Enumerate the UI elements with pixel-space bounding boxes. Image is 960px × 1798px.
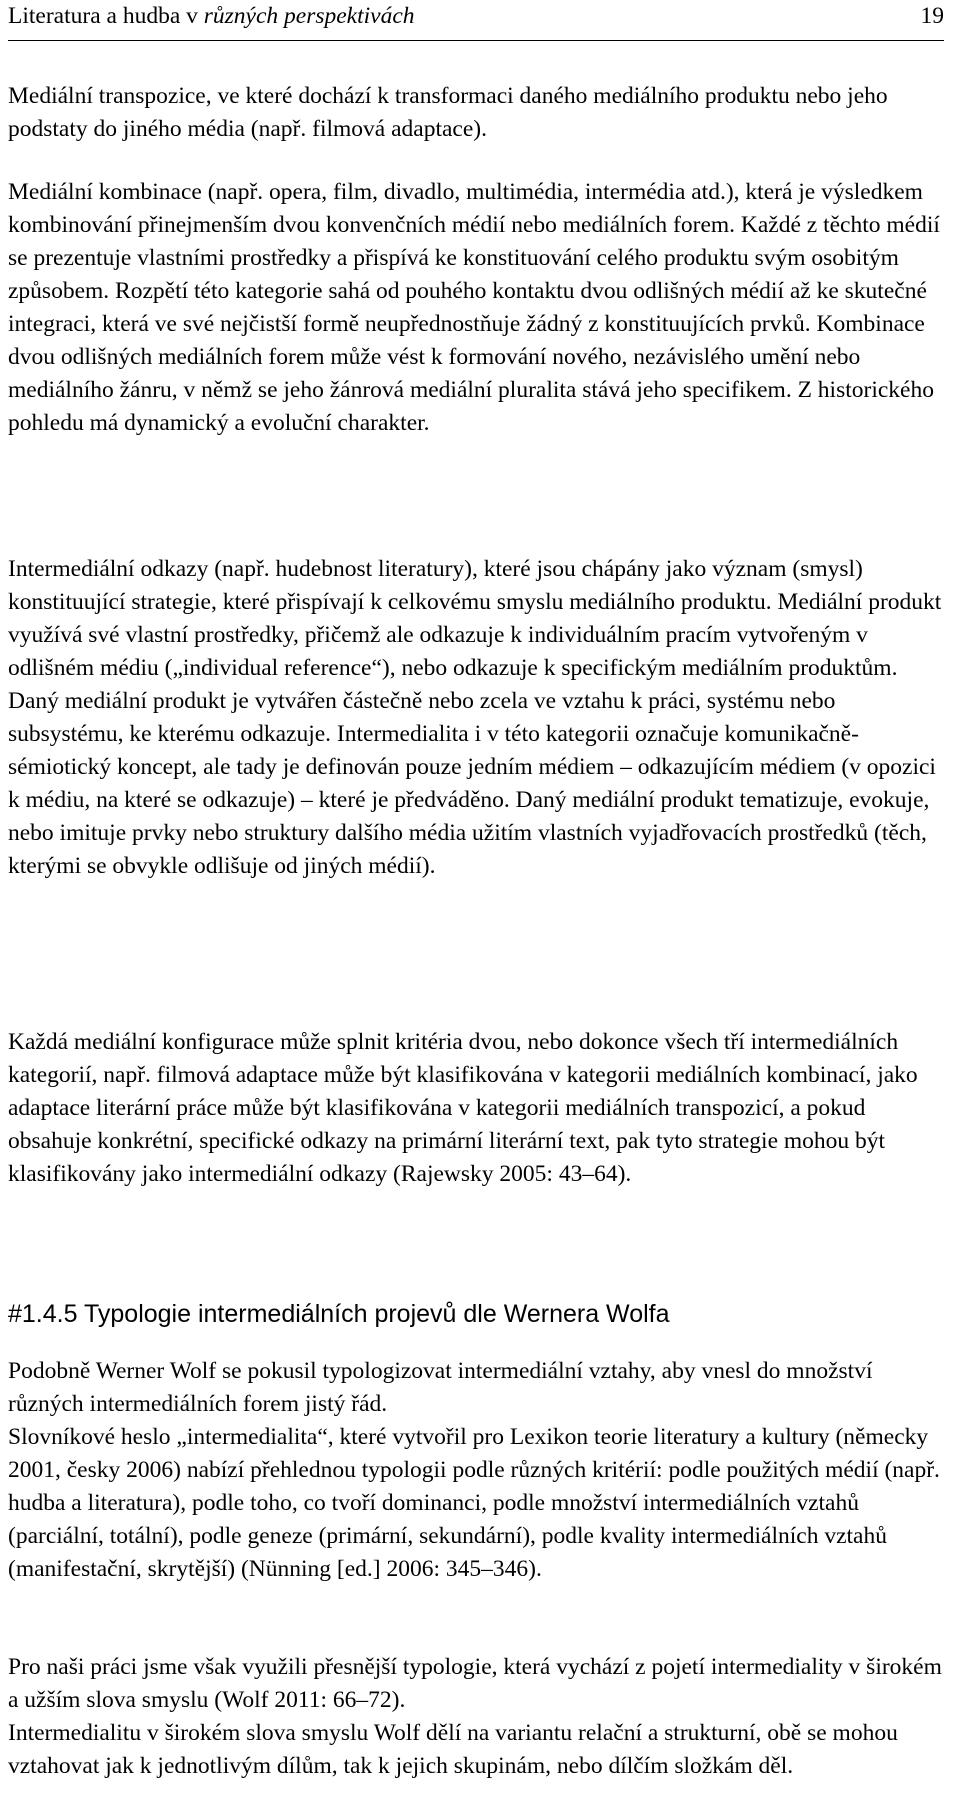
header-title-plain: Literatura a hudba v: [8, 3, 204, 29]
paragraph-media-combination: Mediální kombinace (např. opera, film, divadlo, multimédia, intermédia atd.), která je výsledkem kombinování přinejmenším dvou konvenčních médií nebo mediálních forem. Každé z těchto médií se prezentuje vlastními prostředky a přispívá ke konstituování celého produktu svým osobitým způsobem. Rozpětí této kategorie sahá od pouhého kontaktu dvou odlišných médií až ke skutečné integraci, která ve své nejčistší formě neupřednostňuje žádný z konstituujících prvků. Kombinace dvou odlišných mediálních forem může vést k formování nového, nezávislého umění nebo mediálního žánru, v němž se jeho žánrová mediální pluralita stává jeho specifikem. Z historického pohledu má dynamický a evoluční charakter.: [8, 179, 940, 436]
running-header-title: [8, 2, 415, 30]
document-page: [8, 0, 952, 1798]
paragraph-media-configuration: Každá mediální konfigurace může splnit kritéria dvou, nebo dokonce všech tří intermediálních kategorií, např. filmová adaptace může být klasifikována v kategorii mediálních kombinací, jako adaptace literární práce může být klasifikována v kategorii mediálních transpozicí, a pokud obsahuje konkrétní, specifické odkazy na primární literární text, pak tyto strategie mohou být klasifikovány jako intermediální odkazy (Rajewsky 2005: 43–64).: [8, 1029, 918, 1187]
section-heading: #1.4.5 Typologie intermediálních projevů dle Wernera Wolfa: [8, 1300, 670, 1328]
paragraph-wolf-intro: Podobně Werner Wolf se pokusil typologizovat intermediální vztahy, aby vnesl do množství různých intermediálních forem jistý řád.: [8, 1358, 873, 1417]
paragraph-typology-choice: Pro naši práci jsme však využili přesnější typologie, která vychází z pojetí intermediality v širokém a užším slova smyslu (Wolf 2011: 66–72).: [8, 1654, 942, 1713]
running-header: [8, 0, 944, 41]
paragraph-lexicon-entry: Slovníkové heslo „intermedialita“, které vytvořil pro Lexikon teorie literatury a kultury (německy 2001, česky 2006) nabízí přehlednou typologii podle různých kritérií: podle použitých médií (např. hudba a literatura), podle toho, co tvoří dominanci, podle množství intermediálních vztahů (parciální, totální), podle geneze (primární, sekundární), podle kvality intermediálních vztahů (manifestační, skrytější) (Nünning [ed.] 2006: 345–346).: [8, 1424, 940, 1582]
header-title-italic: různých perspektivách: [203, 3, 415, 29]
page-number: 19: [920, 3, 944, 29]
paragraph-media-transposition: Mediální transpozice, ve které dochází k transformaci daného mediálního produktu nebo jeho podstaty do jiného média (např. filmová adaptace).: [8, 83, 888, 142]
paragraph-broad-intermediality: Intermedialitu v širokém slova smyslu Wolf dělí na variantu relační a strukturní, obě se mohou vztahovat jak k jednotlivým dílům, tak k jejich skupinám, nebo dílčím složkám děl.: [8, 1720, 898, 1779]
paragraph-intermedial-references: Intermediální odkazy (např. hudebnost literatury), které jsou chápány jako význam (smysl) konstituující strategie, které přispívají k celkovému smyslu mediálního produktu. Mediální produkt využívá své vlastní prostředky, přičemž ale odkazuje k individuálním pracím vytvořeným v odlišném médiu („individual reference“), nebo odkazuje k specifickým mediálním produktům. Daný mediální produkt je vytvářen částečně nebo zcela ve vztahu k práci, systému nebo subsystému, ke kterému odkazuje. Intermedialita i v této kategorii označuje komunikačně-sémiotický koncept, ale tady je definován pouze jedním médiem – odkazujícím médiem (v opozici k médiu, na které se odkazuje) – které je předváděno. Daný mediální produkt tematizuje, evokuje, nebo imituje prvky nebo struktury dalšího média užitím vlastních vyjadřovacích prostředků (těch, kterými se obvykle odlišuje od jiných médií).: [8, 556, 942, 879]
